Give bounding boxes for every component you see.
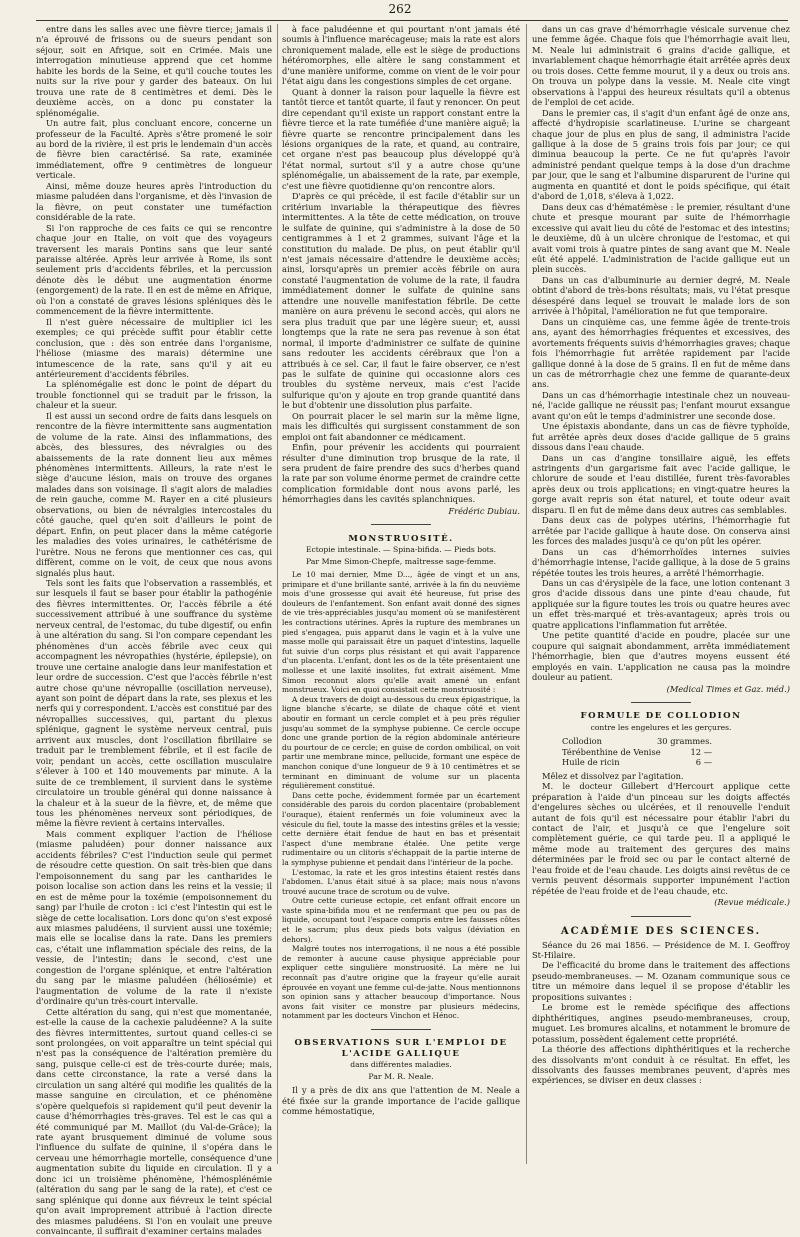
paragraph: Une épistaxis abondante, dans un cas de fièvre typhoïde, fut arrêtée après deux doses d'acide gallique de 5 grains dissous dans l'eau chaude.	[532, 421, 790, 453]
page-number: 262	[388, 2, 412, 16]
paragraph: Mais comment expliquer l'action de l'héliose (miasme paludéen) pour donner naissance aux accidents fébriles? C'est l'induction seule qui permet de résoudre cette question. On sait très-bien que dans l'empoisonnement du sang par les cantharides le poison localise son action dans les reins et la vessie; il en est de même pour la toxémie (empoisonnement du sang) par l'huile de croton : ici c'est l'intestin qui est le siège de cette localisation. Lors donc qu'on s'est exposé aux miasmes paludéens, il survient aussi une toxémie; mais elle se localise dans la rate. Dans les premiers cas, c'était une inflammation spéciale des reins, de la vessie, de l'intestin; dans le second, c'est une congestion de l'organe splénique, et entre l'altération du sang par le miasme paludéen (héliosémie) et l'augmentation de volume de la rate il n'existe d'ordinaire qu'un très-court intervalle.	[36, 828, 272, 1007]
article-subtitle: Ectopie intestinale. — Spina-bifida. — Pieds bots.	[305, 545, 497, 555]
page-header	[0, 2, 800, 20]
paragraph: Dans un cas d'angine tonsillaire aiguë, les effets astringents d'un gargarisme fait avec l'acide gallique, le chlorure de soude et l'eau distillée, furent très-favorables après deux ou trois applications; en vingt-quatre heures la gorge avait repris son état naturel, et toute odeur avait disparu. Il en fut de même dans deux autres cas semblables.	[532, 452, 790, 515]
formula-subtitle: contre les engelures et les gerçures.	[590, 722, 732, 732]
paragraph: Ainsi, même douze heures après l'introduction du miasme paludéen dans l'organisme, et dès l'invasion de la fièvre, on peut constater une tuméfaction considérable de la rate.	[36, 180, 272, 223]
ingredient-qty: 6 —	[695, 757, 712, 768]
paragraph: Dans le premier cas, il s'agit d'un enfant âgé de onze ans, affecté d'hydropisie scarlatineuse. L'urine se chargeant chaque jour de plus en plus de sang, il administra l'acide gallique à la dose de 5 grains trois fois par jour; ce qui diminua beaucoup la perte. Ce ne fut qu'après l'avoir administré pendant quelque temps à la dose d'un drachme par jour, que le sang et l'albumine disparurent de l'urine qui augmenta en quantité et dont le poids spécifique, qui était d'abord de 1,018, s'éleva à 1,022.	[532, 107, 790, 202]
paragraph: Dans un cas d'hémorrhoïdes internes suivies d'hémorrhagie intense, l'acide gallique, à la dose de 5 grains répétée toutes les trois heures, a arrêté l'hémorrhagie.	[532, 546, 790, 578]
column-1	[36, 24, 272, 1237]
paragraph: Tels sont les faits que l'observation a rassemblés, et sur lesquels il faut se baser pour établir la pathogénie des fièvres intermittentes. Or, l'accès fébrile a été successivement attribué à une souffrance du système nerveux central, de l'estomac, du tube digestif, ou enfin à une altération du sang. Si l'on compare cependant les phénomènes d'un accès fébrile avec ceux qui accompagnent les névropathies (hystérie, épilepsie), on trouve une certaine analogie dans leur manifestation et leur ordre de succession. C'est que l'accès fébrile n'est autre chose qu'une névropallie (oscillation nerveuse), ayant son point de départ dans la rate, ses plexus et les nerfs qui y correspondent. L'accès est constitué par des névropallies successives, qui, partant du plexus splénique, gagnent le système nerveux central, puis arrivent aux muscles, dont l'oscillation fibrillaire se traduit par le tremblement fébrile, et il est facile de voir, pendant un accès, cette oscillation musculaire s'élever à 100 et 140 mouvements par minute. A la suite de ce tremblement, il survient dans le système circulatoire un trouble général qui donne naissance à la chaleur et à la sueur de la fièvre, et, de même que tous les phénomènes nerveux sont périodiques, de même la fièvre revient à certains intervalles.	[36, 578, 272, 829]
paragraph: Enfin, pour prévenir les accidents qui pourraient résulter d'une diminution trop brusque de la rate, il sera prudent de faire prendre des sucs d'herbes quand la rate par son volume énorme permet de craindre cette complication formidable dont nous avons parlé, les hémorrhagies dans les cavités splanchniques.	[282, 442, 520, 505]
paragraph: La splénomégalie est donc le point de départ du trouble fonctionnel qui se traduit par le frisson, la chaleur et la sueur.	[36, 379, 272, 411]
ingredient-qty: 12 —	[690, 746, 712, 757]
paragraph: Si l'on rapproche de ces faits ce qui se rencontre chaque jour en Italie, on voit que des voyageurs traversent les marais Pontins sans que leur santé paraisse altérée. Après leur arrivée à Rome, ils sont seulement pris d'accidents fébriles, et la percussion dénote dès le début une augmentation énorme (engorgement) de la rate. Il en est de même en Afrique, où l'on a constaté de graves lésions spléniques dès le commencement de la fièvre intermittente.	[36, 222, 272, 317]
paragraph: Dans deux cas de polypes utérins, l'hémorrhagie fut arrêtée par l'acide gallique à haute dose. On conserva ainsi les forces des malades jusqu'à ce qu'on pût les opérer.	[532, 515, 790, 547]
formula-title: FORMULE DE COLLODION	[580, 711, 742, 722]
source-citation: (Medical Times et Gaz. méd.)	[666, 683, 790, 694]
paragraph: Dans un cas d'érysipèle de la face, une lotion contenant 3 gros d'acide dissous dans une pinte d'eau chaude, fut appliquée sur la figure toutes les trois ou quatre heures avec un effet très-marqué et très-avantageux; après trois ou quatre applications l'inflammation fut arrêtée.	[532, 578, 790, 630]
paragraph: dans un cas grave d'hémorrhagie vésicale survenue chez une femme âgée. Chaque fois que l'hémorrhagie avait lieu, M. Neale lui administrait 6 grains d'acide gallique, et invariablement chaque hémorrhagie était arrêtée après deux ou trois doses. Cette femme mourut, il y a deux ou trois ans. On trouva un polype dans la vessie. M. Neale cite vingt observations à l'appui des heureux résultats qu'il a obtenus de l'emploi de cet acide.	[532, 24, 790, 108]
article-title: MONSTRUOSITÉ.	[348, 533, 454, 544]
ingredient-name: Térébenthine de Venise	[562, 746, 661, 757]
section-separator	[282, 1025, 520, 1035]
author-signature: Frédéric Dubiau.	[448, 505, 520, 516]
article-author: Par Mme Simon-Chepfe, maîtresse sage-femme.	[305, 556, 497, 566]
formula-table	[562, 736, 712, 767]
source-citation: (Revue médicale.)	[714, 897, 790, 908]
paragraph: Il n'est guère nécessaire de multiplier ici les exemples; ce qui précède suffit pour établir cette conclusion, que : dès son entrée dans l'organisme, l'héliose (miasme des marais) détermine une intumescence de la rate, sans qu'il y ait eu antérieurement d'accidents fébriles.	[36, 316, 272, 379]
paragraph: Dans un cas d'hémorrhagie intestinale chez un nouveau-né, l'acide gallique ne réussit pas; l'enfant mourut exsangue avant qu'on eût le temps d'administrer une seconde dose.	[532, 389, 790, 421]
article-subtitle: dans différentes maladies.	[350, 1060, 452, 1070]
paragraph: Le brome est le remède spécifique des affections diphthéritiques, angines pseudo-membraneuses, croup, muguet. Les bromures alcalins, et notamment le bromure de potassium, possèdent également cette propriété.	[532, 1002, 790, 1044]
paragraph: De l'efficacité du brome dans le traitement des affections pseudo-membraneuses. — M. Ozanam communique sous ce titre un mémoire dans lequel il se propose d'établir les propositions suivantes :	[532, 960, 790, 1002]
paragraph: Le 10 mai dernier, Mme D..., âgée de vingt et un ans, primipare et d'une brillante santé, arrivée à la fin du neuvième mois d'une grossesse qui avait été heureuse, fut prise des douleurs de l'enfantement. Son enfant avait donné des signes de vie très-appréciables jusqu'au moment où se manifestèrent les contractions utérines. Après la rupture des membranes un pied s'engagea, puis apparut dans le vagin et à la vulve une masse molle qui paraissait être un paquet d'intestins, laquelle fut suivie d'un corps plus résistant et qui avait l'apparence d'un placenta. L'enfant, dont les os de la tête présentaient une mollesse et une laxité insolites, fut extrait aisément. Mme Simon reconnut alors qu'elle avait amené un enfant monstrueux. Voici en quoi consistait cette monstruosité :	[282, 570, 520, 695]
paragraph: D'après ce qui précède, il est facile d'établir sur un critérium invariable la thérapeutique des fièvres intermittentes. A la tête de cette médication, on trouve le sulfate de quinine, qui s'administre à la dose de 50 centigrammes à 1 et 2 grammes, suivant l'âge et la constitution du malade. De plus, on peut établir qu'il n'est jamais nécessaire d'attendre le deuxième accès; ainsi, lorsqu'après un premier accès fébrile on aura constaté l'augmentation de volume de la rate, il faudra immédiatement donner le sulfate de quinine sans attendre une nouvelle manifestation fébrile. De cette manière on aura prévenu le second accès, qui alors ne sera plus traduit que par une légère sueur; et, aussi longtemps que la rate ne sera pas revenue à son état normal, il importe d'administrer ce sulfate de quinine sans redouter les accidents cérébraux que l'on a attribués à ce sel. Car, il faut le faire observer, ce n'est pas le sulfate de quinine qui occasionne alors ces troubles du système nerveux, mais c'est l'acide sulfurique qu'on y ajoute en trop grande quantité dans le but d'obtenir une dissolution plus parfaite.	[282, 191, 520, 411]
paragraph: Outre cette curieuse ectopie, cet enfant offrait encore un vaste spina-bifida mou et ne renfermant que peu ou pas de liquide, occupant tout l'espace compris entre les fausses côtes et le sacrum; plus deux pieds bots valgus (déviation en dehors).	[282, 896, 520, 944]
section-separator	[282, 520, 520, 530]
formula-row	[562, 747, 712, 757]
paragraph: La théorie des affections diphthéritiques et la recherche des dissolvants m'ont conduit à ce résultat. En effet, les dissolvants des fausses membranes peuvent, d'après mes expériences, se diviser en deux classes :	[532, 1044, 790, 1086]
header-rule	[36, 20, 788, 21]
paragraph: Quant à donner la raison pour laquelle la fièvre est tantôt tierce et tantôt quarte, il faut y renoncer. On peut dire cependant qu'il existe un rapport constant entre la fièvre tierce et la rate tuméfiée d'une manière aiguë; la fièvre quarte se rencontre principalement dans les lésions organiques de la rate, et quand, au contraire, cet organe n'est pas beaucoup plus développé qu'à l'état normal, surtout s'il y a autre chose qu'une splénomégalie, un abaissement de la rate, par exemple, c'est une fièvre quotidienne qu'on rencontre alors.	[282, 86, 520, 191]
academy-heading: ACADÉMIE DES SCIENCES.	[560, 926, 762, 938]
formula-row	[562, 757, 712, 767]
paragraph: Une petite quantité d'acide en poudre, placée sur une coupure qui saignait abondamment, arrêta immédiatement l'hémorrhagie, bien que d'autres moyens eussent été employés en vain. L'application ne causa pas la moindre douleur au patient.	[532, 630, 790, 683]
column-2	[282, 24, 520, 1164]
paragraph: à face paludéenne et qui pourtant n'ont jamais été soumis à l'influence marécageuse; mais la rate est alors chroniquement malade, elle est le siège de productions hétéromorphes, elle altère le sang constamment et d'une manière uniforme, comme on vient de le voir pour l'état aigu dans les congestions simples de cet organe.	[282, 24, 520, 87]
article-author: Par M. R. Neale.	[368, 1071, 434, 1081]
paragraph: Dans un cas d'albuminurie au dernier degré, M. Neale obtint d'abord de très-bons résultats; mais, vu l'état presque désespéré dans lequel se trouvait le malade lors de son arrivée à l'hôpital, l'amélioration ne fut que temporaire.	[532, 274, 790, 317]
session-line: Séance du 26 mai 1856. — Présidence de M. I. Geoffroy St-Hilaire.	[532, 939, 790, 960]
section-separator	[532, 912, 790, 922]
section-separator	[532, 698, 790, 708]
paragraph: Cette altération du sang, qui n'est que momentanée, est-elle la cause de la cachexie paludéenne? A la suite des fièvres intermittentes, surtout quand celles-ci se sont prolongées, on voit apparaître un teint spécial qui n'est pas la conséquence de l'altération première du sang, puisque celle-ci est de très-courte durée; mais, dans cette circonstance, la rate a versé dans la circulation un sang altéré qui modifie les qualités de la masse sanguine en circulation, et ce phénomène s'opère quelquefois si rapidement qu'il peut devenir la cause d'hémorrhagies très-graves. Tel est le cas qui a été communiqué par M. Maillot (du Val-de-Grâce); la rate ayant brusquement diminué de volume sous l'influence du sulfate de quinine, il s'opéra dans le cerveau une hémorrhagie mortelle, conséquence d'une augmentation subite du liquide en circulation. Il y a donc ici un troisième phénomène, l'hémosplénémie (altération du sang par le sang de la rate), et c'est ce sang splénique qui donne aux fiévreux le teint spécial qu'on avait improprement attribué à l'action directe des miasmes paludéens. Si l'on en voulait une preuve convaincante, il suffirait d'examiner certains malades	[36, 1006, 272, 1237]
paragraph: Malgré toutes nos interrogations, il ne nous a été possible de remonter à aucune cause physique appréciable pour expliquer cette singulière monstruosité. La mère ne lui reconnaît pas d'autre origine que la frayeur qu'elle aurait éprouvée en voyant une femme cul-de-jatte. Nous mentionnons son opinion sans y attacher beaucoup d'importance. Nous avons fait visiter ce monstre par plusieurs médecins, notamment par les docteurs Vinchon et Hénoc.	[282, 944, 520, 1021]
paragraph: entre dans les salles avec une fièvre tierce; jamais il n'a éprouvé de frissons ou de sueurs pendant son séjour, soit en Afrique, soit en Crimée. Mais une interrogation minutieuse apprend que cet homme habite les bords de la Seine, et qu'il couche toutes les nuits sur la rive pour y garder des bateaux. On lui trouva une rate de 8 centimètres et demi. Dès le deuxième accès, on a donc pu constater la splénomégalie.	[36, 24, 272, 118]
column-divider	[526, 24, 527, 1164]
article-title: OBSERVATIONS SUR L'EMPLOI DE L'ACIDE GALLIQUE	[294, 1038, 508, 1059]
paragraph: L'estomac, la rate et les gros intestins étaient restés dans l'abdomen. L'anus était situé à sa place; mais nous n'avons trouvé aucune trace de scrotum ou de vulve.	[282, 867, 520, 896]
ingredient-name: Collodion	[562, 736, 602, 747]
paragraph: Mêlez et dissolvez par l'agitation.	[542, 770, 684, 781]
ingredient-qty: 30 grammes.	[657, 736, 712, 747]
paragraph: Dans cette poche, évidemment formée par un écartement considérable des parois du cordon placentaire (probablement l'ouraque), étaient renfermés un foie volumineux avec la vésicule du fiel, toute la masse des intestins grêles et la vessie; cette dernière était fendue de haut en bas et présentait l'aspect d'une membrane étalée. Une petite verge rudimentaire ou un clitoris s'échappait de la partie interne de la symphyse pubienne et pendait dans l'intérieur de la poche.	[282, 790, 520, 867]
paragraph: M. le docteur Gillebert d'Hercourt applique cette préparation à l'aide d'un pinceau sur les doigts affectés d'engelures sèches ou ulcérées, et il renouvelle l'enduit autant de fois qu'il est nécessaire pour établir l'abri du contact de l'air, et jusqu'à ce que l'engelure soit complètement guérie, ce qui tarde peu. Il a appliqué le même mode au traitement des gerçures des mains déterminées par le froid sec ou par le contact alterné de l'eau froide et de l'eau chaude. Les doigts ainsi revêtus de ce vernis peuvent désormais supporter impunément l'action répétée de l'eau froide et de l'eau chaude, etc.	[532, 781, 790, 896]
formula-row	[562, 736, 712, 746]
paragraph: Dans deux cas d'hématémèse : le premier, résultant d'une chute et presque mourant par suite de l'hémorrhagie excessive qui avait lieu du côté de l'estomac et des intestins; le deuxième, dû à un ulcère chronique de l'estomac, et qui avait vomi trois à quatre pintes de sang avant que M. Neale eût été appelé. L'administration de l'acide gallique eut un plein succès.	[532, 201, 790, 275]
paragraph: Un autre fait, plus concluant encore, concerne un professeur de la Faculté. Après s'être promené le soir au bord de la rivière, il est pris le lendemain d'un accès de fièvre bien caractérisé. Sa rate, examinée immédiatement, offre 9 centimètres de longueur verticale.	[36, 118, 272, 181]
column-3	[532, 24, 790, 1164]
ingredient-name: Huile de ricin	[562, 757, 620, 768]
paragraph: Dans un cinquième cas, une femme âgée de trente-trois ans, ayant des hémorrhagies fréquentes et excessives, des avortements fréquents suivis d'hémorrhagies graves; chaque fois l'hémorrhagie fut arrêtée rapidement par l'acide gallique donné à la dose de 5 grains. Il en fut de même dans un cas de métrorrhagie chez une femme de quarante-deux ans.	[532, 316, 790, 390]
column-divider	[277, 24, 278, 1164]
paragraph: A deux travers de doigt au-dessous du creux épigastrique, la ligne blanche s'écarte, se dilate de chaque côté et vient aboutir en formant un cercle complet et à peu près régulier jusqu'au sommet de la symphyse pubienne. Ce cercle occupe donc une grande portion de la région abdominale antérieure du pourtour de ce cercle; en guise de cordon ombilical, on voit partir une membrane mince, pellucide, formant une espèce de manchon conique d'une longueur de 9 à 10 centimètres et se terminant en diminuant de volume sur un placenta régulièrement constitué.	[282, 694, 520, 791]
paragraph: On pourrait placer le sel marin sur la même ligne, mais les difficultés qui surgissent constamment de son emploi ont fait abandonner ce médicament.	[282, 410, 520, 442]
paragraph: Il est aussi un second ordre de faits dans lesquels on rencontre de la fièvre intermittente sans augmentation de volume de la rate. Ainsi des inflammations, des abcès, des blessures, des névralgies ou des abaissements de la rate donnent lieu aux mêmes phénomènes intermittents. Ailleurs, la rate n'est le siège d'aucune lésion, mais on trouve des organes malades dans son voisinage. Il s'agit alors de maladies de rein gauche, comme M. Rayer en a cité plusieurs observations, ou bien de névralgies intercostales du côté gauche, quel qu'en soit d'ailleurs le point de départ. Enfin, on peut placer dans la même catégorie les maladies des voies urinaires, le cathétérisme de l'urètre. Nous ne ferons que mentionner ces cas, qui diffèrent, comme on le voit, de ceux que nous avons signalés plus haut.	[36, 410, 272, 578]
paragraph: Il y a près de dix ans que l'attention de M. Neale a été fixée sur la grande importance de l'acide gallique comme hémostatique,	[282, 1085, 520, 1117]
